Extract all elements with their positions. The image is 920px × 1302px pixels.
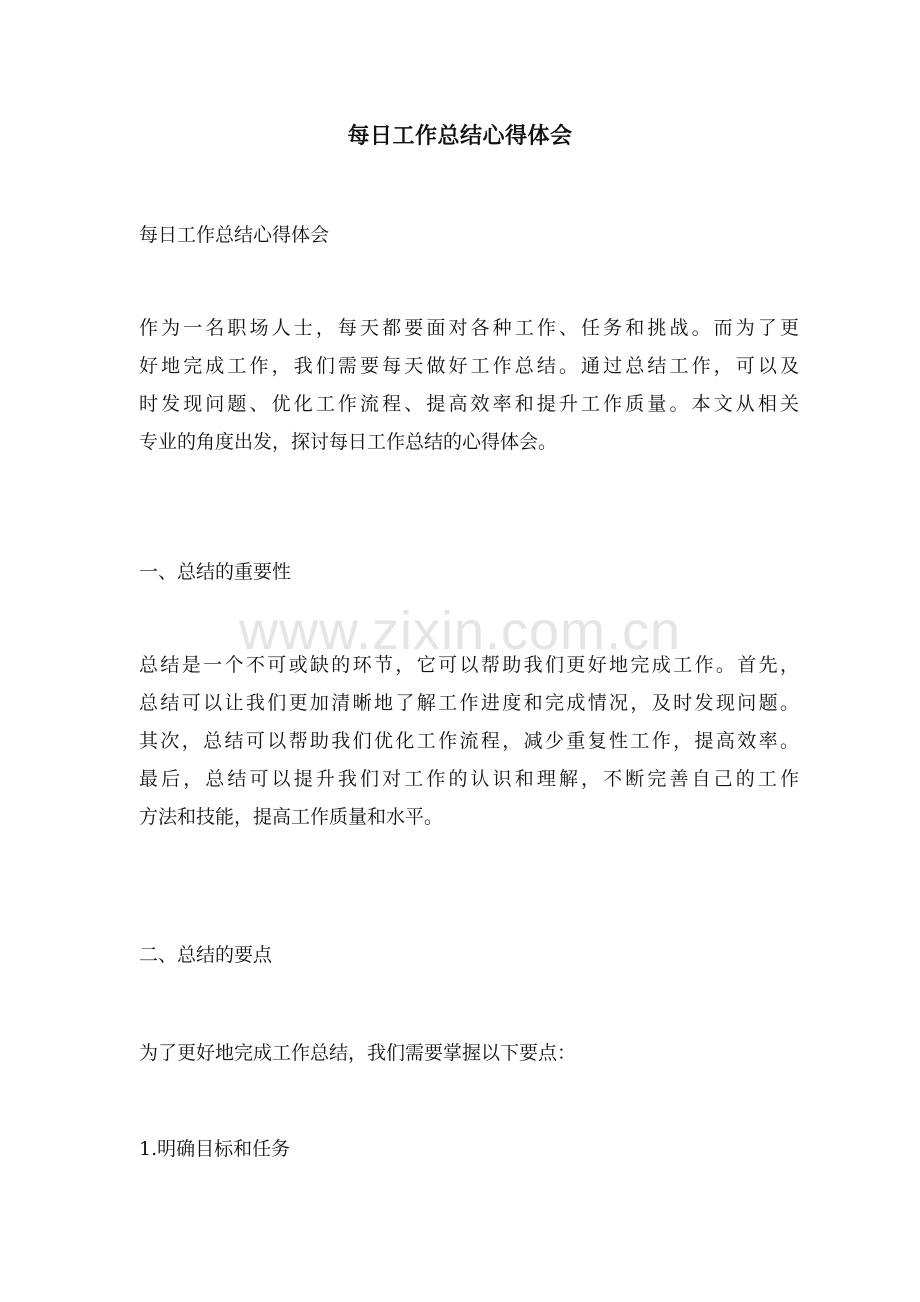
importance-line: 总结是一个不可或缺的环节，它可以帮助我们更好地完成工作。首先， — [139, 654, 799, 676]
document-title: 每日工作总结心得体会 — [347, 123, 573, 149]
importance-line: 总结可以让我们更加清晰地了解工作进度和完成情况，及时发现问题。 — [139, 692, 799, 714]
watermark-text: www.zixin.com.cn — [238, 601, 682, 661]
intro-paragraph — [139, 309, 799, 461]
section-heading-key-points: 二、总结的要点 — [139, 944, 273, 966]
point-item-1: 1.明确目标和任务 — [139, 1138, 291, 1160]
importance-line: 方法和技能，提高工作质量和水平。 — [139, 806, 444, 828]
importance-paragraph — [139, 646, 799, 836]
importance-line: 最后，总结可以提升我们对工作的认识和理解，不断完善自己的工作 — [139, 768, 799, 790]
intro-line: 好地完成工作，我们需要每天做好工作总结。通过总结工作，可以及 — [139, 355, 799, 377]
intro-line: 时发现问题、优化工作流程、提高效率和提升工作质量。本文从相关 — [139, 393, 799, 415]
document-subtitle: 每日工作总结心得体会 — [139, 224, 330, 246]
key-points-intro: 为了更好地完成工作总结，我们需要掌握以下要点： — [139, 1042, 577, 1064]
intro-line: 专业的角度出发，探讨每日工作总结的心得体会。 — [139, 431, 558, 453]
importance-line: 其次，总结可以帮助我们优化工作流程，减少重复性工作，提高效率。 — [139, 730, 799, 752]
intro-line: 作为一名职场人士，每天都要面对各种工作、任务和挑战。而为了更 — [139, 317, 799, 339]
section-heading-importance: 一、总结的重要性 — [139, 561, 292, 583]
